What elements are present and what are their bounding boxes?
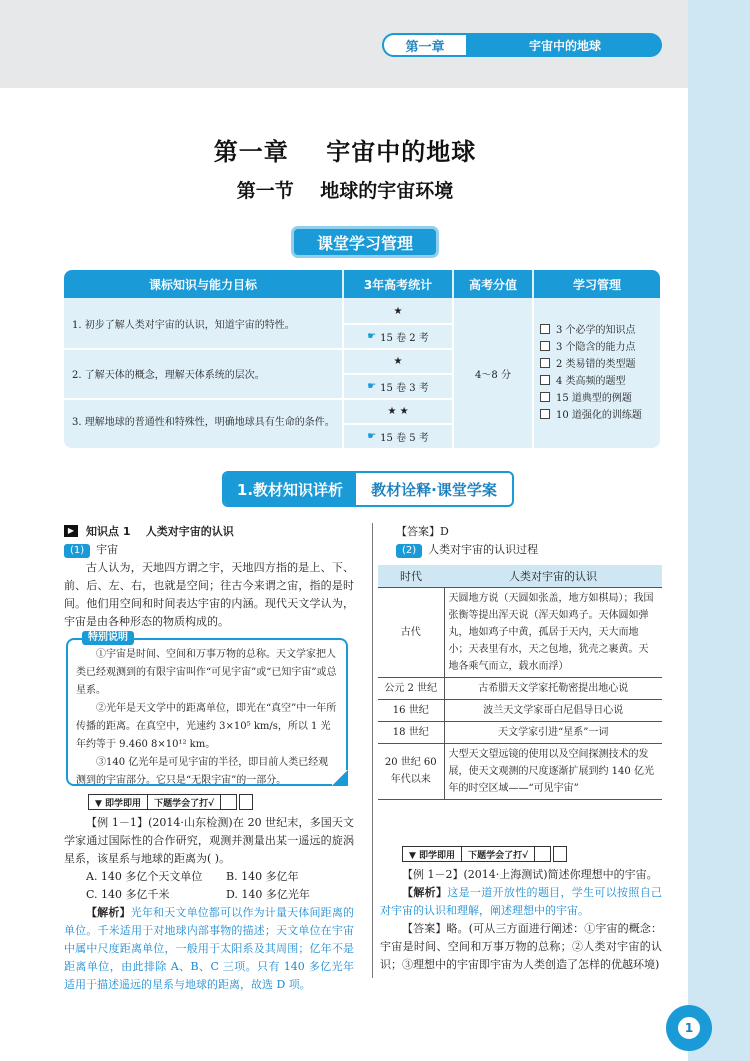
table-header: 高考分值 xyxy=(454,270,532,298)
knowledge-point-title: ▶ 知识点 1 人类对宇宙的认识 xyxy=(64,523,354,539)
note-item: ①宇宙是时间、空间和万事万物的总称。天文学家把人类已经观测到的有限宇宙叫作“可见宇宙”或“已知宇宙”或总星系。 xyxy=(76,649,337,696)
banner-right: 教材诠释·课堂学案 xyxy=(371,480,497,499)
table-header: 时代 xyxy=(378,565,444,587)
quiz-hint: 下题学会了打√ xyxy=(148,794,221,810)
quiz-checkbox[interactable] xyxy=(535,846,551,862)
subheading: (2) 人类对宇宙的认识过程 xyxy=(386,541,662,559)
exam-stat: ☛ 15 卷 3 考 xyxy=(367,381,429,394)
example-2 xyxy=(380,866,662,974)
table-row xyxy=(378,677,662,699)
checkbox[interactable] xyxy=(540,375,550,385)
right-column-top xyxy=(386,523,662,559)
analysis: 【解析】这是一道开放性的题目，学生可以按照自己对宇宙的认识和理解，阐述理想中的宇宙。 xyxy=(380,886,663,917)
example-1 xyxy=(64,814,354,994)
cognition-history-table xyxy=(378,565,662,800)
cognition-cell: 天文学家引进“星系”一词 xyxy=(444,721,662,743)
cognition-cell: 古希腊天文学家托勒密提出地心说 xyxy=(444,677,662,699)
option: C. 140 多亿千米 xyxy=(86,888,170,901)
checklist-item[interactable]: 2 类易错的类型题 xyxy=(540,354,658,371)
chapter-title: 第一章 宇宙中的地球 xyxy=(213,138,477,166)
note-item: ③140 亿光年是可见宇宙的半径，即目前人类已经观测到的宇宙部分。它只是“无限宇宙”的一部分。 xyxy=(76,757,329,786)
quiz-bar xyxy=(402,846,567,862)
sub-tag: (1) xyxy=(64,544,90,558)
era-cell: 18 世纪 xyxy=(378,721,444,743)
checkbox[interactable] xyxy=(540,324,550,334)
era-cell: 公元 2 世纪 xyxy=(378,677,444,699)
goal-row: 2. 了解天体的概念，理解天体系统的层次。 xyxy=(72,369,265,381)
option: D. 140 多亿光年 xyxy=(226,888,310,901)
era-cell: 16 世纪 xyxy=(378,699,444,721)
answer: 【答案】略。(可从三方面进行阐述：①宇宙的概念：宇宙是时间、空间和万事万物的总称；②人类对宇宙的认识；③理想中的宇宙即宇宙为人类创造了怎样的优越环境) xyxy=(380,922,662,971)
cognition-cell: 天圆地方说（天圆如张盖，地方如棋局）；我国张衡等提出浑天说（浑天如鸡子。天体圆如弹丸，地如鸡子中黄，孤居于天内，天大而地小；天表里有水，天之包地，犹壳之裹黄。天地各乘气而立，载水而浮） xyxy=(444,587,662,677)
checklist-item[interactable]: 10 道强化的训练题 xyxy=(540,405,658,422)
corner-fold xyxy=(332,770,348,786)
table-row xyxy=(378,699,662,721)
table-header-row xyxy=(378,565,662,587)
score-range: 4～8 分 xyxy=(475,369,511,381)
example-question: 【例 1－1】(2014·山东检测)在 20 世纪末，多国天文学家通过国际性的合作研究，观测并测量出某一遥远的旋涡星系，该星系与地球的距离为( )。 xyxy=(64,816,354,865)
goal-row: 3. 理解地球的普通性和特殊性，明确地球具有生命的条件。 xyxy=(72,417,335,428)
note-label: 特别说明 xyxy=(82,631,134,645)
example-question: 【例 1－2】(2014·上海测试)简述你理想中的宇宙。 xyxy=(402,868,658,881)
subheading: (1) 宇宙 xyxy=(64,541,354,559)
quiz-checkbox[interactable] xyxy=(221,794,237,810)
play-triangle-icon: ▶ xyxy=(64,525,78,537)
exam-stat: ☛ 15 卷 5 考 xyxy=(367,431,429,444)
checkbox[interactable] xyxy=(540,358,550,368)
pointing-hand-icon: ☛ xyxy=(367,381,377,392)
topic-tab: 宇宙中的地球 xyxy=(528,38,601,53)
banner-left: 1.教材知识详析 xyxy=(224,473,356,505)
quiz-label: ▼ 即学即用 xyxy=(88,794,148,810)
quiz-label: ▼ 即学即用 xyxy=(402,846,462,862)
table-header: 学习管理 xyxy=(534,270,660,298)
checklist-item[interactable]: 3 个隐含的能力点 xyxy=(540,337,658,354)
era-cell: 20 世纪 60 年代以来 xyxy=(378,743,444,799)
quiz-checkbox-2[interactable] xyxy=(239,794,253,810)
checklist xyxy=(540,320,658,422)
column-divider xyxy=(372,523,373,978)
checklist-item[interactable]: 3 个必学的知识点 xyxy=(540,320,658,337)
stars-rating: ★ xyxy=(393,306,403,317)
option: A. 140 多亿个天文单位 xyxy=(86,870,203,883)
section-title: 第一节 地球的宇宙环境 xyxy=(236,180,454,202)
paragraph: 古人认为，天地四方谓之宇，天地四方指的是上、下、前、后、左、右，也就是空间；往古今来谓之宙，指的是时间。他们用空间和时间表达宇宙的内涵。现代天文学认为，宇宙是由各种形态的物质构成的。 xyxy=(64,561,354,628)
table-header: 3年高考统计 xyxy=(344,270,452,298)
table-row xyxy=(378,587,662,677)
checklist-item[interactable]: 4 类高频的题型 xyxy=(540,371,658,388)
quiz-bar xyxy=(88,794,253,810)
table-row xyxy=(378,721,662,743)
table-header: 课标知识与能力目标 xyxy=(64,270,342,298)
analysis: 【解析】光年和天文单位都可以作为计量天体间距离的单位。千米适用于对地球内部事物的描述；天文单位在宇宙中属中尺度距离单位，一般用于太阳系及其周围；亿年不是距离单位，由此排除 A、B、C 三项。只有 140 多亿光年适用于描述遥远的星系与地球的距离，故选 D 项。 xyxy=(64,906,355,991)
note-item: ②光年是天文学中的距离单位，即光在“真空”中一年所传播的距离。在真空中，光速约 3×10⁵ km/s，所以 1 光年约等于 9.460 8×10¹² km。 xyxy=(76,703,337,750)
cognition-cell: 大型天文望远镜的使用以及空间探测技术的发展，使天文观测的尺度逐渐扩展到约 140 亿光年的时空区域——“可见宇宙” xyxy=(444,743,662,799)
checkbox[interactable] xyxy=(540,341,550,351)
quiz-checkbox-2[interactable] xyxy=(553,846,567,862)
quiz-hint: 下题学会了打√ xyxy=(462,846,535,862)
header-tabs xyxy=(382,33,662,57)
options-row xyxy=(64,886,354,904)
checklist-item[interactable]: 15 道典型的例题 xyxy=(540,388,658,405)
option: B. 140 多亿年 xyxy=(226,870,299,883)
table-row xyxy=(378,743,662,799)
stars-rating: ★ xyxy=(393,356,403,367)
answer: 【答案】D xyxy=(396,525,449,538)
special-note-box xyxy=(66,632,348,786)
sub-tag: (2) xyxy=(396,544,422,558)
era-cell: 古代 xyxy=(378,587,444,677)
chapter-tab: 第一章 xyxy=(382,33,468,57)
checkbox[interactable] xyxy=(540,392,550,402)
pointing-hand-icon: ☛ xyxy=(367,331,377,342)
section-banner xyxy=(222,471,514,507)
stars-rating: ★ ★ xyxy=(387,406,409,417)
goal-row: 1. 初步了解人类对宇宙的认识，知道宇宙的特性。 xyxy=(72,319,295,331)
page-number: 1 xyxy=(676,1015,702,1041)
cognition-cell: 波兰天文学家哥白尼倡导日心说 xyxy=(444,699,662,721)
exam-stat: ☛ 15 卷 2 考 xyxy=(367,331,429,344)
checkbox[interactable] xyxy=(540,409,550,419)
learning-management-table xyxy=(64,270,660,448)
pointing-hand-icon: ☛ xyxy=(367,431,377,442)
classroom-management-pill: 课堂学习管理 xyxy=(291,226,439,258)
options-row xyxy=(64,868,354,886)
side-strip xyxy=(688,0,750,1061)
left-column xyxy=(64,523,354,631)
table-header: 人类对宇宙的认识 xyxy=(444,565,662,587)
